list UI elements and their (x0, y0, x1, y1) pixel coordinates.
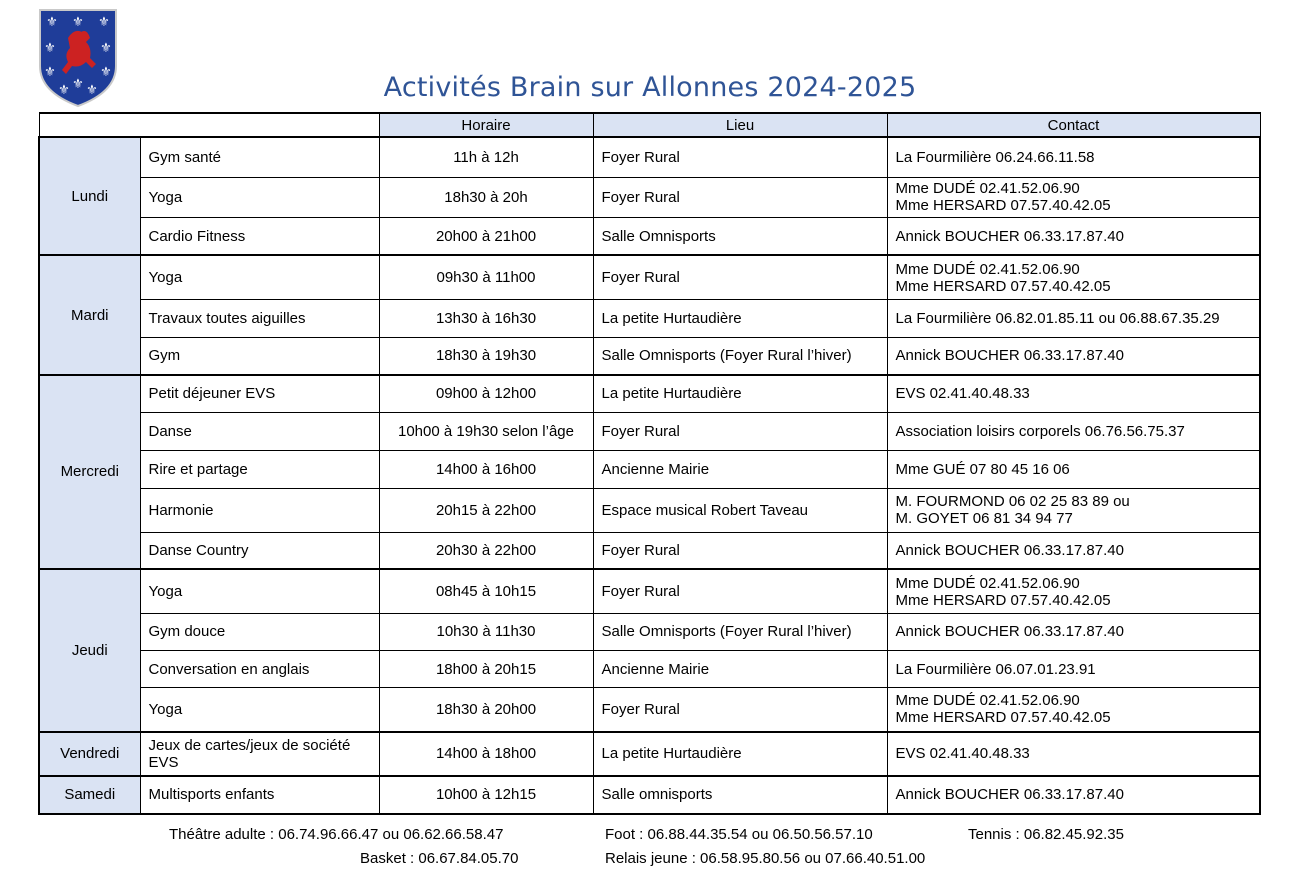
table-row (39, 569, 1260, 613)
table-row (39, 137, 1260, 177)
place-cell: Salle Omnisports (Foyer Rural l’hiver) (593, 338, 887, 375)
place-cell: Ancienne Mairie (593, 650, 887, 687)
activity-cell: Yoga (140, 688, 379, 732)
time-cell: 10h30 à 11h30 (379, 613, 593, 650)
table-row (39, 732, 1260, 776)
activity-cell: Danse (140, 413, 379, 451)
contact-line: Mme DUDÉ 02.41.52.06.90 (895, 574, 1080, 592)
footer-theatre: Théâtre adulte : 06.74.96.66.47 ou 06.62.66.58.47 (169, 826, 504, 843)
contact-line: M. GOYET 06 81 34 94 77 (895, 510, 1073, 528)
time-cell: 10h00 à 19h30 selon l’âge (379, 413, 593, 451)
contact-line: Association loisirs corporels 06.76.56.75.37 (895, 423, 1185, 441)
activity-cell: Rire et partage (140, 451, 379, 488)
contact-line: La Fourmilière 06.82.01.85.11 ou 06.88.67.35.29 (895, 310, 1220, 327)
contact-line: Mme DUDÉ 02.41.52.06.90 (895, 692, 1080, 710)
day-cell: Samedi (39, 776, 140, 814)
contact-line: La Fourmilière 06.24.66.11.58 (895, 148, 1095, 166)
footer-relais: Relais jeune : 06.58.95.80.56 ou 07.66.40.51.00 (605, 850, 926, 867)
day-cell: Lundi (39, 137, 140, 255)
footer-foot: Foot : 06.88.44.35.54 ou 06.50.56.57.10 (605, 826, 873, 843)
activity-cell: Travaux toutes aiguilles (140, 299, 379, 337)
place-cell: Ancienne Mairie (593, 451, 887, 488)
place-cell: Foyer Rural (593, 137, 887, 177)
time-cell: 14h00 à 18h00 (379, 732, 593, 776)
day-cell: Mardi (39, 255, 140, 374)
time-cell: 09h30 à 11h00 (379, 255, 593, 299)
time-cell: 08h45 à 10h15 (379, 569, 593, 613)
day-cell: Vendredi (39, 732, 140, 776)
place-cell: La petite Hurtaudière (593, 375, 887, 413)
activity-cell: Conversation en anglais (140, 650, 379, 687)
table-row (39, 613, 1260, 650)
time-cell: 20h30 à 22h00 (379, 532, 593, 569)
contact-cell (887, 451, 1260, 488)
activity-cell: Danse Country (140, 532, 379, 569)
header-horaire: Horaire (379, 113, 593, 137)
time-cell: 18h00 à 20h15 (379, 650, 593, 687)
contact-line: EVS 02.41.40.48.33 (895, 385, 1030, 403)
contact-line: Mme HERSARD 07.57.40.42.05 (895, 277, 1111, 295)
table-row (39, 776, 1260, 814)
svg-text:⚜: ⚜ (72, 15, 84, 30)
svg-text:⚜: ⚜ (46, 15, 58, 30)
schedule-table (38, 112, 1261, 815)
table-row (39, 299, 1260, 337)
svg-text:⚜: ⚜ (58, 83, 70, 98)
table-row (39, 255, 1260, 299)
place-cell: Espace musical Robert Taveau (593, 488, 887, 532)
time-cell: 18h30 à 20h00 (379, 688, 593, 732)
contact-cell (887, 732, 1260, 776)
time-cell: 09h00 à 12h00 (379, 375, 593, 413)
place-cell: Foyer Rural (593, 177, 887, 217)
table-row (39, 451, 1260, 488)
place-cell: Foyer Rural (593, 413, 887, 451)
time-cell: 20h15 à 22h00 (379, 488, 593, 532)
contact-cell (887, 776, 1260, 814)
table-row (39, 338, 1260, 375)
svg-text:⚜: ⚜ (72, 77, 84, 92)
activity-cell: Gym santé (140, 137, 379, 177)
place-cell: Foyer Rural (593, 255, 887, 299)
contact-line: Mme HERSARD 07.57.40.42.05 (895, 197, 1111, 215)
svg-text:⚜: ⚜ (100, 41, 112, 56)
contact-line: Annick BOUCHER 06.33.17.87.40 (895, 347, 1124, 365)
contact-cell (887, 338, 1260, 375)
footer-basket: Basket : 06.67.84.05.70 (360, 850, 519, 867)
contact-line: Annick BOUCHER 06.33.17.87.40 (895, 227, 1124, 245)
contact-cell (887, 177, 1260, 217)
time-cell: 18h30 à 20h (379, 177, 593, 217)
activity-cell: Yoga (140, 255, 379, 299)
activity-cell: Petit déjeuner EVS (140, 375, 379, 413)
contact-line: Mme HERSARD 07.57.40.42.05 (895, 591, 1111, 609)
contact-line: Annick BOUCHER 06.33.17.87.40 (895, 623, 1124, 641)
footer-tennis: Tennis : 06.82.45.92.35 (968, 826, 1124, 843)
time-cell: 13h30 à 16h30 (379, 299, 593, 337)
activity-cell: Cardio Fitness (140, 217, 379, 255)
header-contact: Contact (887, 113, 1260, 137)
header-blank (39, 113, 379, 137)
day-cell: Jeudi (39, 569, 140, 731)
activity-cell: Multisports enfants (140, 776, 379, 814)
contact-line: M. FOURMOND 06 02 25 83 89 ou (895, 493, 1130, 511)
table-row (39, 488, 1260, 532)
contact-line: Mme DUDÉ 02.41.52.06.90 (895, 260, 1080, 278)
table-row (39, 650, 1260, 687)
place-cell: Salle Omnisports (593, 217, 887, 255)
place-cell: Salle Omnisports (Foyer Rural l’hiver) (593, 613, 887, 650)
time-cell: 20h00 à 21h00 (379, 217, 593, 255)
table-row (39, 413, 1260, 451)
time-cell: 18h30 à 19h30 (379, 338, 593, 375)
activity-cell: Gym (140, 338, 379, 375)
table-row (39, 375, 1260, 413)
contact-cell (887, 488, 1260, 532)
activity-cell: Yoga (140, 177, 379, 217)
contact-cell (887, 255, 1260, 299)
contact-line: Mme HERSARD 07.57.40.42.05 (895, 709, 1111, 727)
table-row (39, 217, 1260, 255)
contact-cell (887, 569, 1260, 613)
contact-cell (887, 299, 1260, 337)
svg-text:⚜: ⚜ (98, 15, 110, 30)
contact-cell (887, 413, 1260, 451)
page-title: Activités Brain sur Allonnes 2024-2025 (383, 72, 917, 103)
contact-cell (887, 688, 1260, 732)
contact-line: La Fourmilière 06.07.01.23.91 (895, 660, 1096, 678)
contact-line: EVS 02.41.40.48.33 (895, 745, 1030, 763)
svg-text:⚜: ⚜ (44, 65, 56, 80)
place-cell: Salle omnisports (593, 776, 887, 814)
table-row (39, 177, 1260, 217)
place-cell: La petite Hurtaudière (593, 299, 887, 337)
contact-cell (887, 137, 1260, 177)
place-cell: Foyer Rural (593, 532, 887, 569)
contact-cell (887, 532, 1260, 569)
place-cell: La petite Hurtaudière (593, 732, 887, 776)
svg-text:⚜: ⚜ (44, 41, 56, 56)
activity-cell: Gym douce (140, 613, 379, 650)
contact-line: Mme GUÉ 07 80 45 16 06 (895, 460, 1070, 478)
time-cell: 14h00 à 16h00 (379, 451, 593, 488)
activity-cell: Yoga (140, 569, 379, 613)
place-cell: Foyer Rural (593, 569, 887, 613)
activity-cell: Jeux de cartes/jeux de société EVS (140, 732, 379, 776)
svg-text:⚜: ⚜ (100, 65, 112, 80)
day-cell: Mercredi (39, 375, 140, 570)
activity-cell: Harmonie (140, 488, 379, 532)
time-cell: 10h00 à 12h15 (379, 776, 593, 814)
table-row (39, 688, 1260, 732)
time-cell: 11h à 12h (379, 137, 593, 177)
place-cell: Foyer Rural (593, 688, 887, 732)
contact-cell (887, 613, 1260, 650)
contact-cell (887, 217, 1260, 255)
header-row (39, 113, 1260, 137)
contact-cell (887, 650, 1260, 687)
contact-cell (887, 375, 1260, 413)
contact-line: Annick BOUCHER 06.33.17.87.40 (895, 541, 1124, 559)
table-row (39, 532, 1260, 569)
header-lieu: Lieu (593, 113, 887, 137)
contact-line: Mme DUDÉ 02.41.52.06.90 (895, 180, 1080, 198)
svg-text:⚜: ⚜ (86, 83, 98, 98)
contact-line: Annick BOUCHER 06.33.17.87.40 (895, 786, 1124, 804)
